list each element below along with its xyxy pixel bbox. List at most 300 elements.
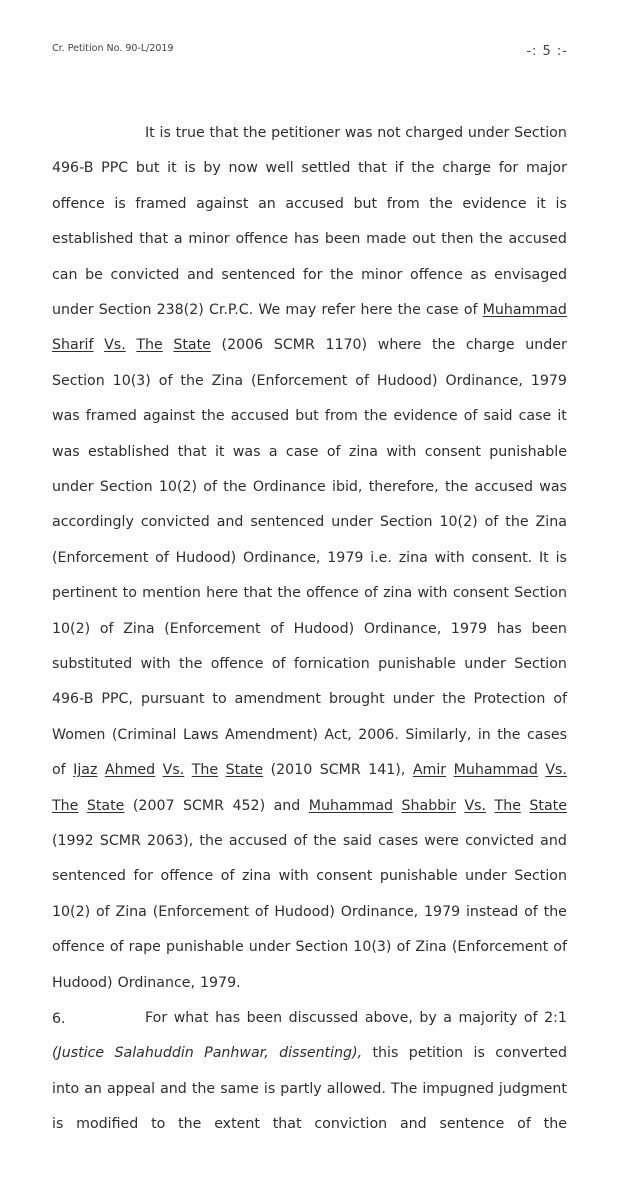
case-citation-word: State <box>86 797 125 814</box>
word: convicted <box>140 514 210 531</box>
word: brought <box>328 691 385 708</box>
word: envisaged <box>494 266 567 283</box>
word: of <box>396 939 411 956</box>
text-line <box>52 406 567 426</box>
word: of <box>155 549 169 566</box>
word: offence <box>410 266 463 283</box>
word: Salahuddin <box>114 1045 194 1062</box>
text-line <box>52 725 567 745</box>
text-line <box>52 1079 567 1099</box>
word: case <box>518 408 552 425</box>
word: a <box>443 1010 452 1026</box>
word: is <box>52 1116 64 1133</box>
word: is <box>473 1045 485 1062</box>
word: sentence <box>439 1116 505 1133</box>
word: here <box>206 585 239 602</box>
word: offence <box>235 231 289 248</box>
word: 10(3) <box>112 372 151 389</box>
word: it <box>557 408 567 425</box>
word: has <box>215 1010 241 1026</box>
word: SCMR <box>99 833 141 849</box>
word: and <box>399 1116 427 1133</box>
word: 10(3) <box>353 939 392 956</box>
word: framed <box>135 195 187 212</box>
word: Section <box>514 656 567 672</box>
word: fornication <box>293 656 370 672</box>
word: offence <box>52 939 105 956</box>
word: to <box>151 1116 166 1133</box>
word: (2007 <box>132 797 175 814</box>
case-citation-word: State <box>529 797 567 814</box>
text-line <box>52 902 567 922</box>
text-line <box>52 689 567 709</box>
word: against <box>142 408 196 425</box>
word: of <box>364 585 378 602</box>
word: has <box>496 620 522 637</box>
text-line <box>52 548 567 568</box>
word: the <box>444 479 469 495</box>
word: is <box>555 195 567 212</box>
word: under <box>464 656 506 672</box>
text-line <box>52 229 567 249</box>
word: established <box>88 443 170 460</box>
word: with <box>417 585 448 602</box>
word: punishable <box>489 443 567 460</box>
word: SCMR <box>319 762 361 779</box>
word: not <box>377 125 401 141</box>
word: allowed. <box>326 1080 386 1097</box>
word: consent <box>452 585 509 602</box>
word: Section <box>514 868 567 885</box>
word: been <box>246 1010 283 1026</box>
case-citation-word: The <box>136 337 163 354</box>
text-line <box>52 477 567 497</box>
word: 1979 <box>327 549 364 566</box>
word: if <box>394 160 404 177</box>
word: 1979 <box>530 372 567 389</box>
word: amendment <box>234 691 321 708</box>
word: now <box>228 160 258 177</box>
word: of <box>517 1116 531 1133</box>
word: of <box>463 302 478 318</box>
word: case <box>426 302 459 318</box>
text-line <box>52 265 567 285</box>
word: the <box>223 479 247 495</box>
case-citation-word: Ijaz <box>73 762 98 779</box>
word: Ordinance <box>252 479 326 495</box>
word: but <box>135 160 160 177</box>
word: (Enforcement <box>152 903 250 920</box>
word: is <box>184 160 196 177</box>
case-citation-word: Shabbir <box>401 797 456 814</box>
word: of <box>553 939 567 956</box>
word: under <box>465 868 507 885</box>
word: the <box>178 1116 202 1133</box>
word: (Enforcement <box>52 549 149 566</box>
word: under <box>52 479 94 495</box>
word: that <box>177 443 207 460</box>
word: above, <box>364 1010 413 1026</box>
word: the <box>397 302 421 318</box>
word: Zina <box>415 939 447 956</box>
word: 238(2) <box>156 302 204 318</box>
word: has <box>293 231 320 248</box>
word: under <box>52 302 94 318</box>
word: (Enforcement <box>250 372 348 389</box>
word: the <box>277 585 301 602</box>
text-line <box>145 123 567 143</box>
word: 2006. <box>358 726 399 743</box>
word: 1979 <box>424 903 461 920</box>
word: The <box>390 1080 418 1097</box>
word: as <box>470 266 487 283</box>
word: made <box>366 231 407 248</box>
word: 2:1 <box>544 1010 567 1026</box>
word: ibid, <box>332 479 363 495</box>
word: minor <box>188 231 230 248</box>
word: 452) <box>232 797 266 814</box>
word: of <box>484 514 499 531</box>
word: accused <box>474 479 533 495</box>
text-line <box>52 371 567 391</box>
word: the <box>479 231 503 248</box>
case-citation-word: The <box>494 797 521 814</box>
word: with <box>434 549 465 566</box>
case-citation-word: Sharif <box>52 337 94 354</box>
word: for <box>498 160 519 177</box>
word: punishable <box>379 868 458 885</box>
word: Zina <box>115 903 147 920</box>
word: 1170) <box>325 337 368 354</box>
word: and <box>273 797 301 814</box>
word: Hudood) <box>274 903 335 920</box>
word: SCMR <box>183 797 225 814</box>
word: the <box>330 266 354 283</box>
word: under <box>248 939 291 956</box>
text-line <box>52 583 567 603</box>
word: substituted <box>52 656 133 672</box>
word: case <box>285 443 319 460</box>
text-line <box>52 1114 567 1134</box>
word: Section <box>514 585 567 602</box>
word: the <box>363 408 388 425</box>
case-citation-word: Vs. <box>162 762 185 779</box>
word: SCMR <box>273 337 315 354</box>
word: Act, <box>324 726 352 743</box>
word: (2010 <box>270 762 313 779</box>
word: Protection <box>473 691 546 708</box>
word: well <box>265 160 294 177</box>
word: Ordinance, <box>243 549 321 566</box>
word: of <box>293 833 308 849</box>
word: the <box>313 833 337 849</box>
word: petitioner <box>271 125 341 141</box>
case-citation-word: Vs. <box>104 337 126 354</box>
word: Ordinance, <box>445 372 523 389</box>
word: Similarly, <box>405 726 472 743</box>
text-line <box>52 512 567 532</box>
word: evidence <box>393 408 458 425</box>
word: out <box>412 231 436 248</box>
text-line <box>52 654 567 674</box>
word: offence <box>52 195 105 212</box>
word: of <box>326 443 341 460</box>
word: offence <box>160 868 214 885</box>
word: majority <box>458 1010 518 1026</box>
word: zina <box>348 443 378 460</box>
word: were <box>424 833 459 849</box>
text-line <box>52 973 567 993</box>
word: with <box>278 868 309 885</box>
word: of <box>355 372 369 389</box>
word: the <box>180 372 204 389</box>
word: petition <box>408 1045 464 1062</box>
word: charge <box>465 337 515 354</box>
word: 1979. <box>200 974 241 991</box>
word: by <box>203 160 221 177</box>
word: of <box>270 620 284 637</box>
word: major <box>525 160 567 177</box>
word: same <box>220 1080 259 1097</box>
word: modified <box>76 1116 139 1133</box>
word: of <box>203 479 217 495</box>
word: been <box>324 231 361 248</box>
word: 10(2) <box>52 620 91 637</box>
word: that <box>139 231 169 248</box>
word: of <box>220 868 235 885</box>
word: of <box>463 408 478 425</box>
word: accused <box>508 231 567 248</box>
word: offence <box>306 585 359 602</box>
case-number-header: Cr. Petition No. 90-L/2019 <box>52 43 174 54</box>
word: cases <box>378 833 419 849</box>
word: sentenced <box>52 868 126 885</box>
word: Laws <box>182 726 219 743</box>
word: converted <box>495 1045 567 1062</box>
word: to <box>122 585 137 602</box>
word: is <box>114 195 126 212</box>
word: is <box>555 549 567 566</box>
word: cases <box>526 726 567 743</box>
word: It <box>145 125 155 141</box>
word: (Enforcement <box>164 620 261 637</box>
word: the <box>431 337 456 354</box>
case-citation-word: Ahmed <box>104 762 156 779</box>
word: PPC, <box>101 691 133 708</box>
word: of <box>254 903 269 920</box>
text-line <box>52 158 567 178</box>
word: zina <box>398 549 428 566</box>
word: but <box>353 195 378 212</box>
word: zina <box>241 868 272 885</box>
word: can <box>52 266 78 283</box>
word: under <box>331 514 373 531</box>
word: that <box>358 160 387 177</box>
word: Section <box>98 302 152 318</box>
case-citation-word: The <box>191 762 219 779</box>
word: was <box>344 125 373 141</box>
word: Hudood) <box>52 974 113 991</box>
word: (Justice <box>52 1045 105 1062</box>
word: the <box>201 408 225 425</box>
word: Zina <box>123 620 155 637</box>
word: consent <box>316 868 373 885</box>
word: is <box>159 125 171 141</box>
word: it <box>214 443 225 460</box>
word: an <box>258 195 276 212</box>
page-number: -: 5 :- <box>526 44 568 59</box>
word: said <box>342 833 372 849</box>
word: sentenced <box>221 266 296 283</box>
word: charge <box>442 160 492 177</box>
word: the <box>442 691 466 708</box>
case-citation-word: Amir <box>412 762 447 779</box>
word: impugned <box>422 1080 494 1097</box>
word: accused <box>228 833 288 849</box>
word: 2063), <box>147 833 194 849</box>
word: here <box>360 302 393 318</box>
word: extent <box>214 1116 260 1133</box>
case-citation-word: State <box>173 337 211 354</box>
word: of <box>553 691 567 708</box>
word: but <box>295 408 319 425</box>
word: partly <box>280 1080 322 1097</box>
word: therefore, <box>368 479 439 495</box>
word: Section <box>379 514 433 531</box>
word: (Criminal <box>111 726 177 743</box>
case-citation-word: The <box>52 797 79 814</box>
word: Amendment) <box>225 726 318 743</box>
word: of <box>523 1010 538 1026</box>
word: be <box>85 266 103 283</box>
word: this <box>372 1045 399 1062</box>
word: was <box>232 443 261 460</box>
word: true <box>175 125 205 141</box>
word: of <box>524 903 538 920</box>
word: 1979 <box>450 620 488 637</box>
word: of <box>95 903 110 920</box>
word: established <box>52 231 134 248</box>
word: of <box>99 620 114 637</box>
word: For <box>145 1010 168 1026</box>
word: it <box>167 160 177 177</box>
word: Section <box>514 125 567 141</box>
word: the <box>505 514 529 531</box>
word: refer <box>321 302 356 318</box>
word: zina <box>383 585 413 602</box>
word: from <box>386 195 420 212</box>
word: been <box>531 620 567 637</box>
case-citation-word: State <box>225 762 264 779</box>
word: what <box>173 1010 209 1026</box>
word: by <box>419 1010 437 1026</box>
word: under <box>467 125 510 141</box>
word: 141), <box>368 762 406 779</box>
text-line <box>52 937 567 957</box>
word: Ordinance, <box>117 974 195 991</box>
case-citation-word: Muhammad <box>453 762 538 779</box>
word: of <box>158 372 173 389</box>
word: Hudood) <box>293 620 355 637</box>
word: and <box>540 833 567 849</box>
word: Section <box>295 939 349 956</box>
word: a <box>173 231 183 248</box>
word: Hudood) <box>376 372 438 389</box>
word: Women <box>52 726 106 743</box>
word: the <box>543 903 567 920</box>
word: for <box>303 266 323 283</box>
text-line <box>52 760 567 780</box>
text-line <box>52 335 567 355</box>
word: Zina <box>535 514 567 531</box>
word: under <box>525 337 567 354</box>
word: that <box>272 1116 302 1133</box>
word: in <box>477 726 491 743</box>
word: dissenting), <box>279 1045 363 1062</box>
case-citation-word: Muhammad <box>308 797 394 814</box>
word: accused <box>230 408 290 425</box>
word: conviction <box>314 1116 388 1133</box>
word: said <box>483 408 513 425</box>
word: an <box>84 1080 102 1097</box>
word: may <box>285 302 317 318</box>
word: for <box>133 868 153 885</box>
word: it <box>536 195 546 212</box>
word: that <box>243 585 273 602</box>
paragraph-number: 6. <box>52 1011 66 1027</box>
word: Section <box>52 372 105 389</box>
word: We <box>258 302 281 318</box>
word: sentenced <box>250 514 325 531</box>
text-line <box>145 1008 567 1028</box>
word: and <box>187 266 214 283</box>
word: discussed <box>288 1010 359 1026</box>
text-line <box>52 194 567 214</box>
word: a <box>268 443 278 460</box>
text-line <box>52 831 567 851</box>
word: that <box>209 125 239 141</box>
word: 10(2) <box>52 903 91 920</box>
word: of <box>271 656 286 672</box>
word: and <box>216 514 244 531</box>
word: Ordinance, <box>340 903 419 920</box>
word: mention <box>142 585 201 602</box>
word: the <box>497 726 521 743</box>
word: Zina <box>211 372 244 389</box>
word: rape <box>128 939 161 956</box>
word: minor <box>361 266 403 283</box>
word: Ordinance, <box>363 620 442 637</box>
word: with <box>140 656 171 672</box>
case-citation-word: Vs. <box>464 797 487 814</box>
word: to <box>212 691 227 708</box>
word: the <box>199 833 223 849</box>
word: convicted <box>110 266 180 283</box>
word: instead <box>465 903 519 920</box>
word: with <box>386 443 417 460</box>
word: appeal <box>106 1080 156 1097</box>
word: (Enforcement <box>451 939 549 956</box>
word: consent <box>424 443 481 460</box>
word: judgment <box>498 1080 567 1097</box>
word: the <box>191 1080 216 1097</box>
word: where <box>377 337 422 354</box>
word: framed <box>85 408 137 425</box>
word: pertinent <box>52 585 118 602</box>
word: against <box>196 195 249 212</box>
case-citation-word: Vs. <box>545 762 567 779</box>
word: 10(2) <box>439 514 478 531</box>
